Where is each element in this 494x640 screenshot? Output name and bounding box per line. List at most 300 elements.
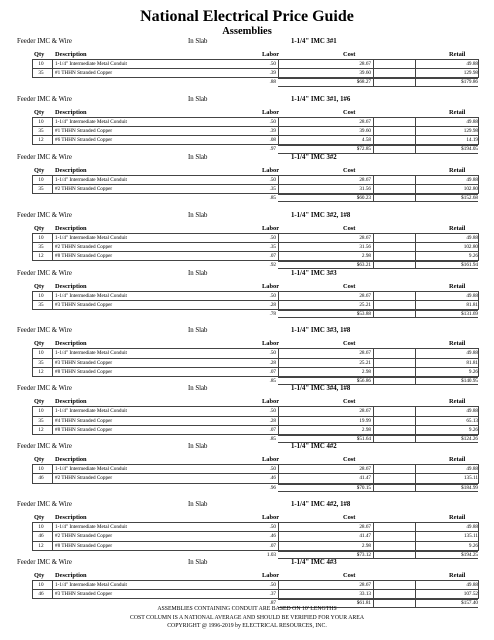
table-gridline [478,359,479,367]
total-cost: $56.86 [356,378,371,385]
cell-retail: 49.88 [466,466,478,473]
table-gridline [52,292,53,300]
column-header-retail: Retail [449,572,466,580]
cell-description: #1 THHN Stranded Copper [55,70,113,77]
table-gridline [278,426,279,434]
table-row [32,135,479,145]
table-row [32,59,479,68]
total-retail: $161.94 [461,262,478,269]
table-gridline [52,136,53,144]
table-gridline [278,581,279,589]
table-gridline [415,195,416,201]
cell-qty: 35 [38,185,44,192]
column-header-qty: Qty [34,51,45,58]
cell-description: #3 THHN Stranded Copper [55,301,113,308]
table-gridline [52,127,53,135]
total-cost: $70.15 [356,484,371,491]
column-header-cost: Cost [343,340,356,348]
total-labor: .87 [269,600,276,607]
total-cost: $72.85 [356,146,371,153]
cell-cost: 25.21 [359,301,371,308]
table-gridline [52,185,53,193]
table-gridline [278,127,279,135]
table-gridline [278,465,279,473]
cell-qty: 10 [38,524,44,531]
item-table [32,348,479,385]
column-header-labor: Labor [262,224,280,232]
table-gridline [373,118,374,126]
page-title: National Electrical Price Guide [140,8,354,25]
table-gridline [415,532,416,540]
section-location: In Slab [188,327,208,335]
column-header-labor: Labor [262,572,280,580]
table-gridline [478,523,479,531]
table-gridline [52,581,53,589]
total-cost: $53.88 [356,310,371,317]
table-row [32,175,479,184]
table-gridline [278,185,279,193]
total-cost: $61.81 [356,600,371,607]
cell-qty: 35 [38,128,44,135]
cell-description: #8 THHN Stranded Copper [55,368,113,375]
cell-description: #4 THHN Stranded Copper [55,417,113,424]
table-gridline [415,542,416,550]
table-row [32,589,479,599]
table-gridline [278,542,279,550]
cell-retail: 107.52 [463,591,478,598]
column-header-retail: Retail [449,340,466,348]
table-gridline [415,417,416,425]
column-headers [0,282,494,291]
cell-cost: 41.47 [359,533,371,540]
table-gridline [478,69,479,77]
column-headers [0,108,494,117]
column-header-cost: Cost [343,514,356,522]
cell-qty: 46 [38,475,44,482]
section-location: In Slab [188,95,208,103]
table-gridline [478,426,479,434]
table-gridline [415,485,416,491]
cell-retail: 9.26 [468,542,478,549]
cell-retail: 81.81 [466,359,478,366]
total-retail: $131.69 [461,310,478,317]
table-gridline [278,118,279,126]
total-retail: $184.99 [461,484,478,491]
table-gridline [415,79,416,85]
total-cost: $60.23 [356,195,371,202]
section-header [0,325,494,336]
table-gridline [278,69,279,77]
item-table [32,233,479,270]
table-gridline [278,359,279,367]
total-retail: $152.68 [461,195,478,202]
column-header-retail: Retail [449,166,466,174]
cell-cost: 2.98 [361,368,371,375]
assembly-section [0,268,494,326]
total-retail: $179.86 [461,79,478,86]
item-table [32,175,479,203]
cell-labor: .50 [269,350,276,357]
table-gridline [415,301,416,309]
cell-cost: 2.98 [361,426,371,433]
cell-retail: 9.26 [468,426,478,433]
cell-qty: 12 [38,426,44,433]
cell-cost: 28.67 [359,292,371,299]
totals-row [32,484,479,492]
column-headers [0,455,494,464]
table-gridline [373,60,374,68]
section-location: In Slab [188,211,208,219]
table-gridline [373,532,374,540]
section-assembly-name: 1-1/4" IMC 4#2, 1#8 [291,501,351,509]
cell-retail: 135.11 [463,475,478,482]
section-location: In Slab [188,443,208,451]
total-cost: $68.27 [356,79,371,86]
column-header-description: Description [55,108,87,116]
table-gridline [373,359,374,367]
total-labor: .97 [269,146,276,153]
cell-cost: 2.98 [361,253,371,260]
table-gridline [415,136,416,144]
column-header-description: Description [55,398,87,406]
cell-qty: 35 [38,417,44,424]
column-header-retail: Retail [449,398,466,406]
cell-qty: 12 [38,253,44,260]
column-headers [0,513,494,522]
table-gridline [52,465,53,473]
table-gridline [52,426,53,434]
cell-qty: 35 [38,301,44,308]
cell-description: 1-1/4" Intermediate Metal Conduit [55,408,127,415]
table-gridline [373,79,374,85]
table-gridline [373,474,374,482]
cell-retail: 49.88 [466,292,478,299]
table-gridline [478,185,479,193]
column-header-retail: Retail [449,514,466,522]
table-gridline [415,243,416,251]
table-gridline [52,542,53,550]
table-gridline [373,417,374,425]
table-gridline [373,176,374,184]
cell-retail: 135.11 [463,533,478,540]
table-row [32,406,479,415]
table-gridline [373,185,374,193]
table-gridline [415,426,416,434]
table-gridline [52,523,53,531]
cell-labor: .28 [269,359,276,366]
table-gridline [373,485,374,491]
cell-labor: .28 [269,417,276,424]
column-header-description: Description [55,166,87,174]
table-gridline [373,136,374,144]
table-gridline [52,349,53,357]
cell-labor: .07 [269,426,276,433]
cell-cost: 28.67 [359,466,371,473]
table-gridline [52,532,53,540]
cell-cost: 39.60 [359,70,371,77]
cell-retail: 129.98 [463,70,478,77]
column-headers [0,50,494,59]
table-gridline [478,252,479,260]
total-labor: .92 [269,262,276,269]
table-gridline [478,474,479,482]
cell-description: #8 THHN Stranded Copper [55,426,113,433]
section-category: Feeder IMC & Wire [17,211,72,219]
column-header-cost: Cost [343,166,356,174]
column-header-retail: Retail [449,224,466,232]
column-header-labor: Labor [262,282,280,290]
table-gridline [373,349,374,357]
table-gridline [478,127,479,135]
table-gridline [373,465,374,473]
column-header-cost: Cost [343,224,356,232]
cell-labor: .50 [269,524,276,531]
table-gridline [373,234,374,242]
table-gridline [373,195,374,201]
table-row [32,300,479,310]
table-gridline [415,474,416,482]
column-header-qty: Qty [34,572,45,580]
table-gridline [52,359,53,367]
column-header-cost: Cost [343,108,356,116]
table-row [32,126,479,135]
footer-copyright: COPYRIGHT @ 1996-2019 by ELECTRICAL RESOURCES, INC. [167,623,327,629]
table-gridline [52,69,53,77]
totals-row [32,78,479,86]
table-gridline [373,590,374,598]
assembly-sections [0,36,494,615]
page-subtitle: Assemblies [222,26,272,37]
section-assembly-name: 1-1/4" IMC 3#4, 1#8 [291,385,351,393]
cell-qty: 12 [38,137,44,144]
cell-labor: .50 [269,118,276,125]
cell-description: #3 THHN Stranded Copper [55,359,113,366]
table-gridline [478,581,479,589]
cell-cost: 28.67 [359,408,371,415]
column-header-labor: Labor [262,456,280,464]
cell-qty: 46 [38,591,44,598]
table-gridline [373,426,374,434]
cell-labor: .50 [269,466,276,473]
table-gridline [278,523,279,531]
section-assembly-name: 1-1/4" IMC 3#2, 1#8 [291,211,351,219]
column-header-labor: Labor [262,166,280,174]
cell-retail: 49.88 [466,350,478,357]
table-row [32,416,479,425]
column-header-retail: Retail [449,456,466,464]
table-gridline [373,311,374,317]
table-gridline [415,465,416,473]
column-headers [0,166,494,175]
cell-retail: 49.88 [466,234,478,241]
cell-cost: 31.56 [359,243,371,250]
cell-description: #2 THHN Stranded Copper [55,243,113,250]
table-gridline [278,136,279,144]
item-table [32,464,479,492]
section-header [0,268,494,279]
table-gridline [373,407,374,415]
section-header [0,499,494,510]
cell-description: 1-1/4" Intermediate Metal Conduit [55,176,127,183]
cell-qty: 46 [38,533,44,540]
table-gridline [415,127,416,135]
cell-cost: 31.56 [359,185,371,192]
cell-cost: 39.60 [359,128,371,135]
table-gridline [278,176,279,184]
cell-description: #8 THHN Stranded Copper [55,253,113,260]
table-gridline [415,349,416,357]
table-gridline [415,234,416,242]
table-gridline [278,60,279,68]
total-labor: .85 [269,378,276,385]
section-assembly-name: 1-1/4" IMC 3#3, 1#8 [291,327,351,335]
table-gridline [415,252,416,260]
cell-cost: 4.58 [361,137,371,144]
section-header [0,383,494,394]
column-header-cost: Cost [343,51,356,58]
cell-qty: 35 [38,70,44,77]
column-header-cost: Cost [343,398,356,406]
table-gridline [373,368,374,376]
section-location: In Slab [188,269,208,277]
total-cost: $63.21 [356,262,371,269]
cell-cost: 28.67 [359,582,371,589]
column-header-labor: Labor [262,108,280,116]
total-labor: .88 [269,79,276,86]
table-gridline [52,301,53,309]
assembly-section [0,499,494,557]
section-category: Feeder IMC & Wire [17,269,72,277]
table-gridline [373,252,374,260]
section-category: Feeder IMC & Wire [17,327,72,335]
table-row [32,464,479,473]
section-category: Feeder IMC & Wire [17,38,72,45]
cell-description: #2 THHN Stranded Copper [55,533,113,540]
cell-retail: 49.88 [466,176,478,183]
cell-description: #3 THHN Stranded Copper [55,591,113,598]
cell-cost: 28.67 [359,118,371,125]
section-category: Feeder IMC & Wire [17,501,72,509]
section-location: In Slab [188,501,208,509]
assembly-section [0,441,494,499]
totals-row [32,310,479,318]
column-header-description: Description [55,282,87,290]
assembly-section [0,36,494,94]
column-header-cost: Cost [343,282,356,290]
table-gridline [373,292,374,300]
cell-description: 1-1/4" Intermediate Metal Conduit [55,582,127,589]
column-header-retail: Retail [449,282,466,290]
table-gridline [478,368,479,376]
cell-qty: 12 [38,368,44,375]
table-gridline [278,301,279,309]
section-header [0,152,494,163]
table-gridline [278,407,279,415]
table-gridline [278,292,279,300]
table-gridline [373,542,374,550]
table-gridline [52,590,53,598]
section-assembly-name: 1-1/4" IMC 3#2 [291,153,337,161]
table-row [32,367,479,377]
cell-cost: 2.98 [361,542,371,549]
table-gridline [415,368,416,376]
section-category: Feeder IMC & Wire [17,385,72,393]
column-header-cost: Cost [343,456,356,464]
cell-labor: .50 [269,61,276,67]
table-gridline [278,252,279,260]
table-gridline [415,359,416,367]
cell-qty: 10 [38,118,44,125]
total-retail: $194.05 [461,146,478,153]
total-cost: $51.64 [356,435,371,442]
section-location: In Slab [188,385,208,393]
table-gridline [415,185,416,193]
table-gridline [278,368,279,376]
cell-retail: 129.98 [463,128,478,135]
item-table [32,522,479,559]
section-assembly-name: 1-1/4" IMC 4#2 [291,443,337,451]
column-header-qty: Qty [34,166,45,174]
cell-labor: .50 [269,408,276,415]
cell-labor: .07 [269,542,276,549]
cell-description: 1-1/4" Intermediate Metal Conduit [55,466,127,473]
cell-retail: 9.26 [468,253,478,260]
column-header-labor: Labor [262,398,280,406]
table-gridline [52,252,53,260]
table-gridline [415,292,416,300]
table-gridline [373,523,374,531]
section-category: Feeder IMC & Wire [17,559,72,567]
table-gridline [478,301,479,309]
total-labor: .78 [269,310,276,317]
cell-labor: .28 [269,301,276,308]
table-gridline [478,292,479,300]
table-row [32,117,479,126]
column-header-description: Description [55,572,87,580]
column-header-qty: Qty [34,340,45,348]
table-gridline [52,60,53,68]
section-header [0,94,494,105]
table-gridline [478,542,479,550]
cell-labor: .39 [269,70,276,77]
table-row [32,425,479,435]
table-gridline [415,590,416,598]
cell-labor: .46 [269,533,276,540]
cell-retail: 102.80 [463,185,478,192]
cell-cost: 28.67 [359,61,371,67]
table-gridline [52,417,53,425]
section-header [0,441,494,452]
cell-description: 1-1/4" Intermediate Metal Conduit [55,118,127,125]
section-category: Feeder IMC & Wire [17,443,72,451]
table-gridline [278,417,279,425]
column-header-labor: Labor [262,340,280,348]
section-assembly-name: 1-1/4" IMC 3#3 [291,269,337,277]
table-row [32,233,479,242]
cell-labor: .39 [269,128,276,135]
total-cost: $73.12 [356,551,371,558]
table-gridline [415,407,416,415]
total-retail: $124.26 [461,435,478,442]
footer-note-lengths: ASSEMBLIES CONTAINING CONDUIT ARE BASED ON 10' LENGTHS [157,606,337,612]
table-gridline [373,243,374,251]
table-gridline [373,581,374,589]
table-gridline [478,465,479,473]
total-retail: $194.25 [461,551,478,558]
column-header-labor: Labor [262,514,280,522]
table-gridline [415,118,416,126]
table-gridline [478,118,479,126]
